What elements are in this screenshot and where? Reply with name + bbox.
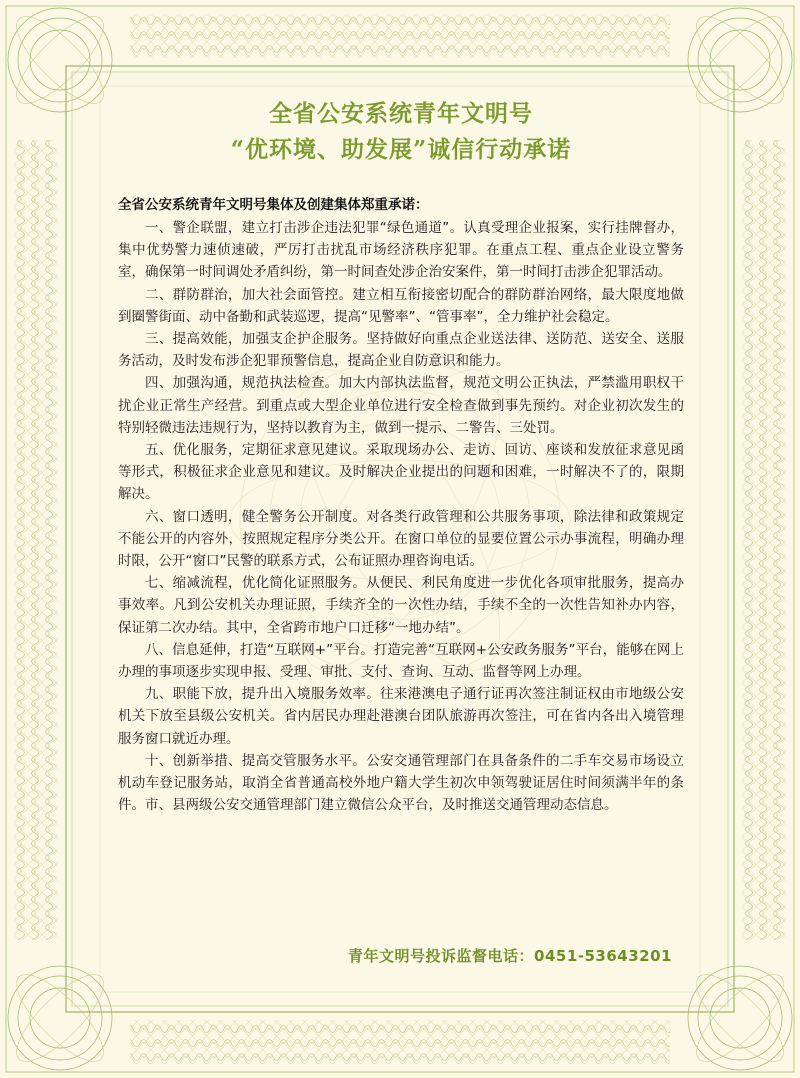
commitment-4: 四、加强沟通，规范执法检查。加大内部执法监督，规范文明公正执法，严禁滥用职权干扰企业正常生产经营。到重点或大型企业单位进行安全检查做到事先预约。对企业初次发生的特别轻微违法违规行为，坚持以教育为主，做到一提示、二警告、三处罚。 — [118, 375, 684, 436]
complaint-hotline: 青年文明号投诉监督电话：0451-53643201 — [348, 947, 672, 965]
commitment-8: 八、信息延伸，打造“互联网+”平台。打造完善“互联网+公安政务服务”平台，能够在网上办理的事项逐步实现申报、受理、审批、支付、查询、互动、监督等网上办理。 — [118, 641, 684, 681]
title-line-2: “优环境、助发展”诚信行动承诺 — [230, 136, 572, 163]
intro-text: 全省公安系统青年文明号集体及创建集体郑重承诺： — [118, 197, 429, 213]
commitment-10: 十、创新举措、提高交管服务水平。公安交通管理部门在具备条件的二手车交易市场设立机动车登记服务站，取消全省普通高校外地户籍大学生初次申领驾驶证居住时间须满半年的条件。市、县两级公安交通管理部门建立微信公众平台，及时推送交通管理动态信息。 — [118, 752, 684, 814]
title-line-1: 全省公安系统青年文明号 — [269, 100, 533, 127]
commitment-1: 一、警企联盟，建立打击涉企违法犯罪“绿色通道”。认真受理企业报案，实行挂牌督办，集中优势警力速侦速破，严厉打击扰乱市场经济秩序犯罪。在重点工程、重点企业设立警务室，确保第一时间调处矛盾纠纷，第一时间查处涉企治安案件，第一时间打击涉企犯罪活动。 — [118, 220, 684, 281]
commitment-5: 五、优化服务，定期征求意见建议。采取现场办公、走访、回访、座谈和发放征求意见函等形式，积极征求企业意见和建议。及时解决企业提出的问题和困难，一时解决不了的，限期解决。 — [118, 442, 684, 503]
commitment-2: 二、群防群治，加大社会面管控。建立相互衔接密切配合的群防群治网络，最大限度地做到圈警街面、动中备勤和武装巡逻，提高“见警率”、“管事率”，全力维护社会稳定。 — [118, 286, 684, 325]
title-block — [118, 96, 684, 168]
commitment-7: 七、缩减流程，优化简化证照服务。从便民、利民角度进一步优化各项审批服务，提高办事效率。凡到公安机关办理证照，手续齐全的一次性办结，手续不全的一次性告知补办内容，保证第二次办结。其中，全省跨市地户口迁移“一地办结”。 — [118, 575, 684, 636]
commitment-6: 六、窗口透明，健全警务公开制度。对各类行政管理和公共服务事项，除法律和政策规定不能公开的内容外，按照规定程序分类公开。在窗口单位的显要位置公示办事流程，明确办理时限，公开“窗口”民警的联系方式，公布证照办理咨询电话。 — [118, 508, 684, 570]
document-body — [118, 96, 684, 996]
commitment-9: 九、职能下放，提升出入境服务效率。往来港澳电子通行证再次签注制证权由市地级公安机关下放至县级公安机关。省内居民办理赴港澳台团队旅游再次签注，可在省内各出入境管理服务窗口就近办理。 — [118, 686, 684, 747]
commitment-3: 三、提高效能，加强支企护企服务。坚持做好向重点企业送法律、送防范、送安全、送服务活动，及时发布涉企犯罪预警信息，提高企业自防意识和能力。 — [118, 331, 684, 370]
